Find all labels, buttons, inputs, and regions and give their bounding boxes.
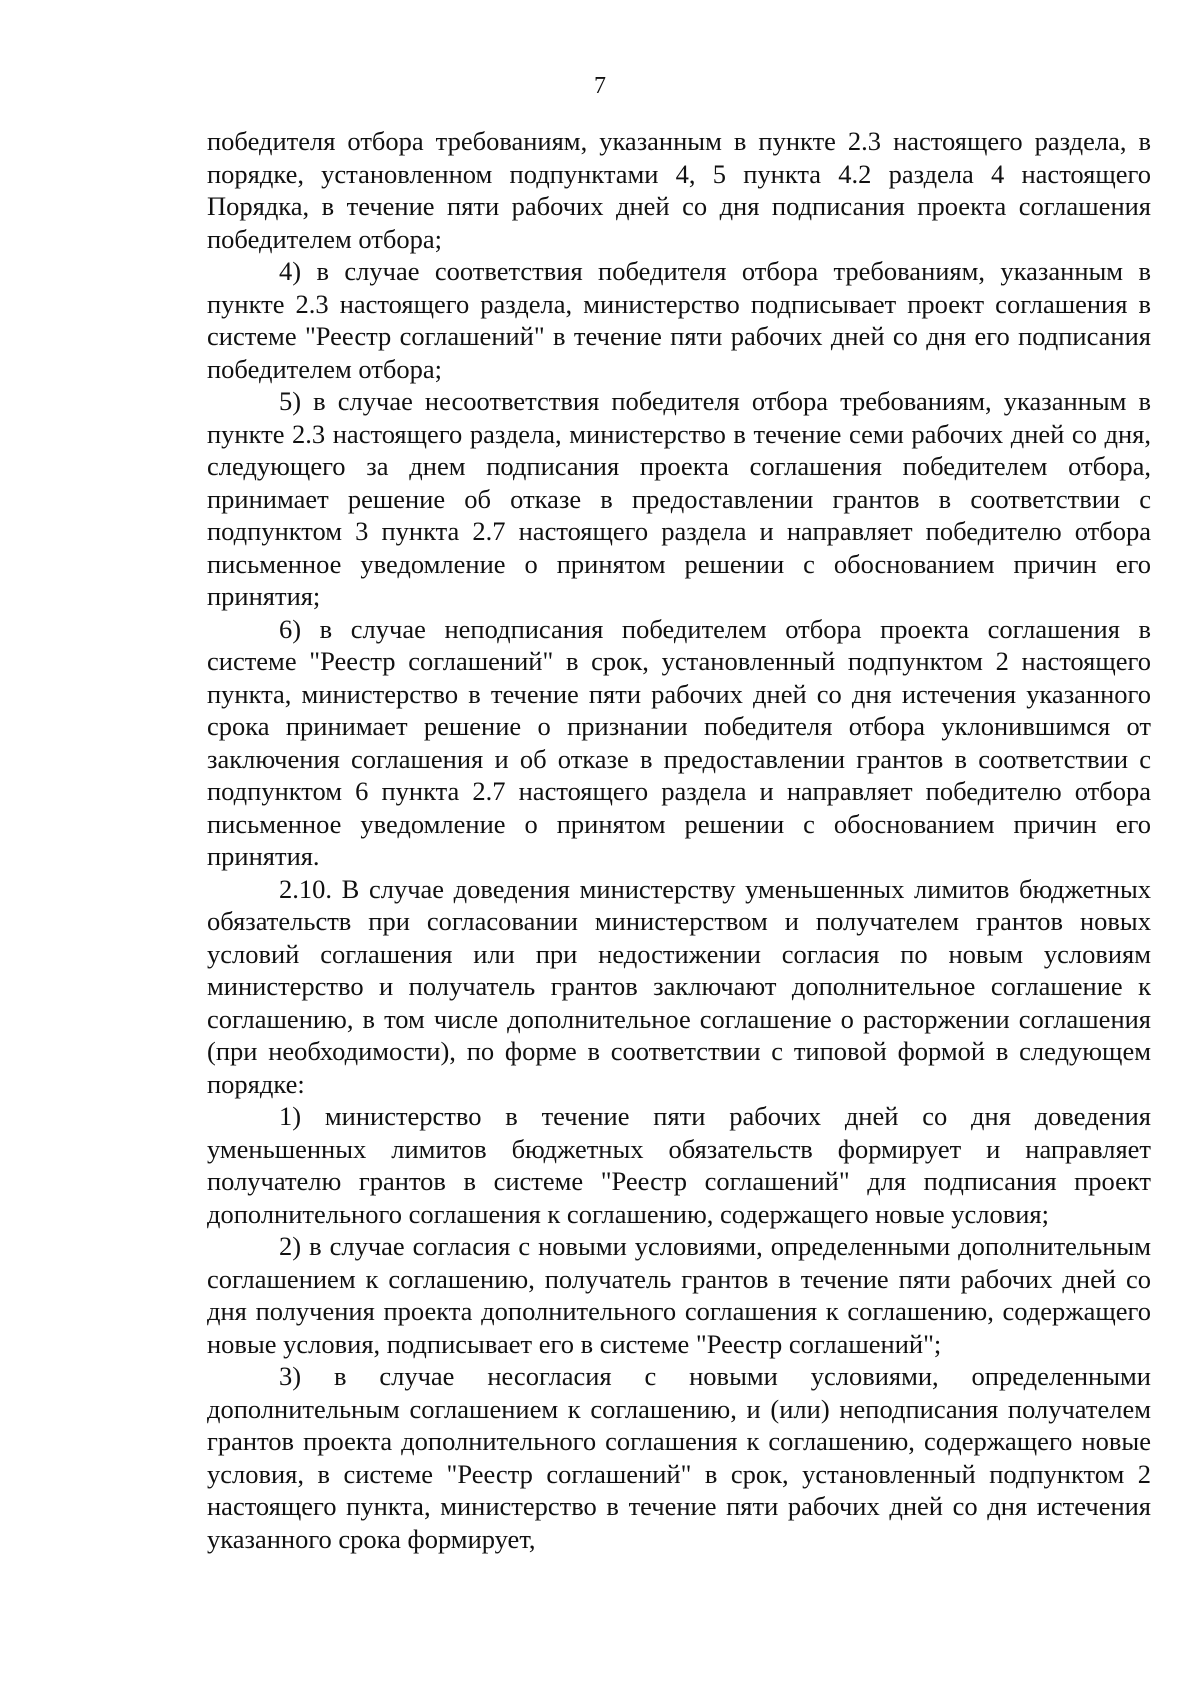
page-number: 7 — [594, 73, 606, 99]
paragraph-item-4: 4) в случае соответствия победителя отбора требованиям, указанным в пункте 2.3 настоящего раздела, министерство подписывает проект соглашения в системе "Реестр соглашений" в течение пяти рабочих дней со дня его подписания победителем отбора; — [207, 256, 1151, 384]
document-body — [207, 125, 1151, 1555]
paragraph-item-6: 6) в случае неподписания победителем отбора проекта соглашения в системе "Реестр соглашений" в срок, установленный подпунктом 2 настоящего пункта, министерство в течение пяти рабочих дней со дня истечения указанного срока принимает решение о признании победителя отбора уклонившимся от заключения соглашения и об отказе в предоставлении грантов в соответствии с подпунктом 6 пункта 2.7 настоящего раздела и направляет победителю отбора письменное уведомление о принятом решении с обоснованием причин его принятия. — [207, 613, 1151, 871]
paragraph-subitem-2: 2) в случае согласия с новыми условиями, определенными дополнительным соглашением к соглашению, получатель грантов в течение пяти рабочих дней со дня получения проекта дополнительного соглашения к соглашению, содержащего новые условия, подписывает его в системе "Реестр соглашений"; — [207, 1231, 1151, 1359]
paragraph-item-5: 5) в случае несоответствия победителя отбора требованиям, указанным в пункте 2.3 настоящего раздела, министерство в течение семи рабочих дней со дня, следующего за днем подписания проекта соглашения победителем отбора, принимает решение об отказе в предоставлении грантов в соответствии с подпунктом 3 пункта 2.7 настоящего раздела и направляет победителю отбора письменное уведомление о принятом решении с обоснованием причин его принятия; — [207, 386, 1151, 611]
paragraph-subitem-3: 3) в случае несогласия с новыми условиями, определенными дополнительным соглашением к соглашению, и (или) неподписания получателем грантов проекта дополнительного соглашения к соглашению, содержащего новые условия, в системе "Реестр соглашений" в срок, установленный подпунктом 2 настоящего пункта, министерство в течение пяти рабочих дней со дня истечения указанного срока формирует, — [207, 1361, 1151, 1554]
paragraph-subitem-1: 1) министерство в течение пяти рабочих дней со дня доведения уменьшенных лимитов бюджетных обязательств формирует и направляет получателю грантов в системе "Реестр соглашений" для подписания проект дополнительного соглашения к соглашению, содержащего новые условия; — [207, 1101, 1151, 1229]
paragraph-continuation: победителя отбора требованиям, указанным в пункте 2.3 настоящего раздела, в порядке, установленном подпунктами 4, 5 пункта 4.2 раздела 4 настоящего Порядка, в течение пяти рабочих дней со дня подписания проекта соглашения победителем отбора; — [207, 126, 1151, 254]
paragraph-clause-2-10: 2.10. В случае доведения министерству уменьшенных лимитов бюджетных обязательств при согласовании министерством и получателем грантов новых условий соглашения или при недостижении согласия по новым условиям министерство и получатель грантов заключают дополнительное соглашение к соглашению, в том числе дополнительное соглашение о расторжении соглашения (при необходимости), по форме в соответствии с типовой формой в следующем порядке: — [207, 873, 1151, 1099]
